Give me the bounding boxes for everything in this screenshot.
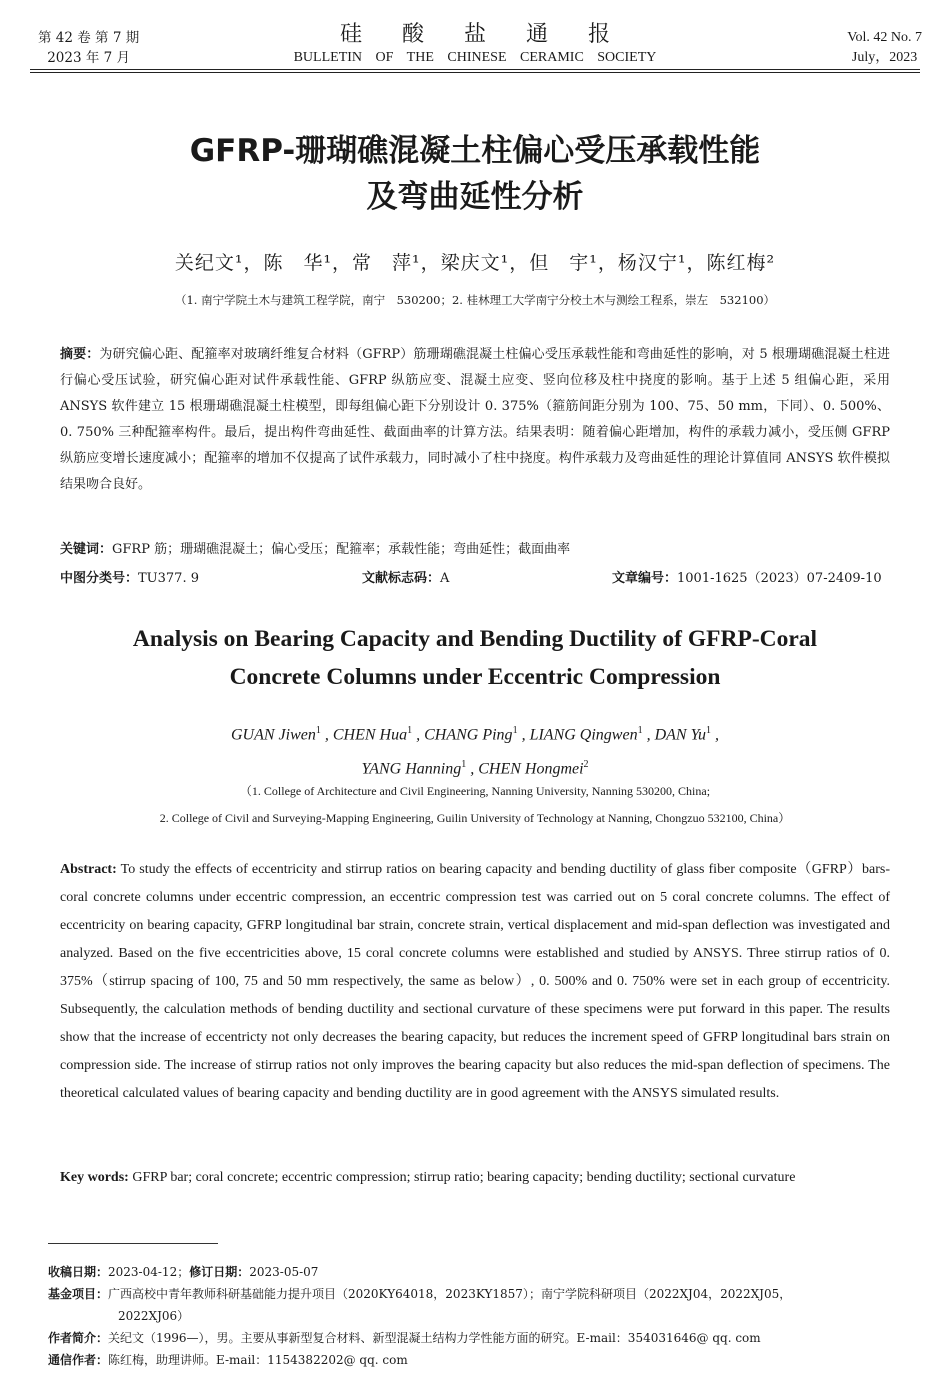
keywords-en-text: GFRP bar; coral concrete; eccentric compression; stirrup ratio; bearing capacity; bending ductility; sectional curvature	[132, 1170, 796, 1185]
author-bio-label: 作者简介：	[48, 1331, 109, 1345]
footnotes	[48, 1261, 933, 1371]
affiliation-cn: （1. 南宁学院土木与建筑工程学院，南宁 530200；2. 桂林理工大学南宁分校土木与测绘工程系，崇左 532100）	[174, 293, 776, 307]
classification-row	[60, 569, 890, 589]
author-4-sup: 1	[637, 725, 643, 736]
title-en-line-1: Analysis on Bearing Capacity and Bending Ductility of GFRP-Coral	[132, 626, 818, 652]
footnote-author	[48, 1327, 933, 1349]
clc-number	[60, 569, 199, 589]
keywords-en-label: Key words:	[60, 1170, 129, 1185]
keywords-cn-text: GFRP 筋；珊瑚礁混凝土；偏心受压；配箍率；承载性能；弯曲延性；截面曲率	[112, 542, 571, 557]
author-4: LIANG Qingwen	[529, 726, 638, 744]
author-2: CHEN Hua	[332, 726, 408, 744]
abstract-cn-label: 摘要：	[60, 347, 100, 362]
clc-label: 中图分类号：	[60, 571, 139, 586]
volume-issue-cn: 第 42 卷 第 7 期	[38, 30, 140, 46]
keywords-cn	[60, 540, 890, 560]
corresponding-value: 陈红梅，助理讲师。E-mail：1154382202@ qq. com	[108, 1353, 408, 1367]
abstract-en-label: Abstract:	[60, 862, 117, 877]
author-7: CHEN Hongmei	[478, 760, 584, 778]
author-2-sup: 1	[407, 725, 413, 736]
received-value: 2023-04-12；	[108, 1265, 190, 1279]
fund-value: 广西高校中青年教师科研基础能力提升项目（2020KY64018，2023KY1857）；南宁学院科研项目（2022XJ04，2022XJ05，	[108, 1287, 792, 1301]
abstract-en	[60, 856, 890, 1108]
authors-en-line-2: YANG Hanning$^1$ , CHEN Hongmei$^2$	[361, 759, 589, 778]
author-1-sup: 1	[315, 725, 321, 736]
author-3-sup: 1	[512, 725, 518, 736]
volume-issue-en: Vol. 42 No. 7	[847, 30, 922, 45]
document-code	[362, 569, 449, 589]
doc-code-label: 文献标志码：	[362, 571, 441, 586]
keywords-cn-label: 关键词：	[60, 542, 113, 557]
header-journal-name	[260, 22, 690, 68]
footnote-fund	[48, 1283, 933, 1305]
article-number-label: 文章编号：	[612, 571, 678, 586]
author-1: GUAN Jiwen	[231, 726, 316, 744]
affiliation-en	[40, 778, 910, 832]
article-number-value: 1001-1625（2023）07-2409-10	[677, 571, 882, 586]
affiliation-en-line-1: （1. College of Architecture and Civil Engineering, Nanning University, Nanning 530200, China;	[239, 784, 711, 798]
author-5: DAN Yu	[654, 726, 706, 744]
title-cn-line-2: 及弯曲延性分析	[366, 179, 584, 215]
received-label: 收稿日期：	[48, 1265, 109, 1279]
corresponding-label: 通信作者：	[48, 1353, 109, 1367]
paper-title-en	[60, 620, 890, 696]
title-en-line-2: Concrete Columns under Eccentric Compression	[229, 664, 721, 690]
header-volume-cn	[38, 28, 139, 68]
footnote-corresponding	[48, 1349, 933, 1371]
footnote-rule	[48, 1243, 218, 1244]
paper-title-cn	[60, 128, 890, 220]
header-rule	[30, 69, 920, 73]
journal-header	[0, 22, 950, 78]
keywords-en	[60, 1164, 890, 1192]
abstract-cn-text: 为研究偏心距、配箍率对玻璃纤维复合材料（GFRP）筋珊瑚礁混凝土柱偏心受压承载性能和弯曲延性的影响，对 5 根珊瑚礁混凝土柱进行偏心受压试验，研究偏心距对试件承载性能、GFRP 纵筋应变、混凝土应变、竖向位移及柱中挠度的影响。基于上述 5 组偏心距，采用 ANSYS 软件建立 15 根珊瑚礁混凝土柱模型，即每组偏心距下分别设计 0. 375%（箍筋间距分别为 100、75、50 mm，下同）、0. 500%、0. 750% 三种配箍率构件。最后，提出构件弯曲延性、截面曲率的计算方法。结果表明：随着偏心距增加，构件的承载力减小，受压侧 GFRP 纵筋应变增长速度减小；配箍率的增加不仅提高了试件承载力，同时减小了柱中挠度。构件承载力及弯曲延性的理论计算值同 ANSYS 软件模拟结果吻合良好。	[60, 347, 890, 492]
author-6: YANG Hanning	[361, 760, 462, 778]
journal-name-en: BULLETIN OF THE CHINESE CERAMIC SOCIETY	[293, 50, 657, 65]
authors-cn: 关纪文¹，陈 华¹，常 萍¹，梁庆文¹，但 宇¹，杨汉宁¹，陈红梅²	[174, 252, 776, 274]
fund-label: 基金项目：	[48, 1287, 109, 1301]
date-en: July，2023	[851, 50, 918, 65]
article-number	[612, 569, 882, 589]
author-7-sup: 2	[583, 759, 589, 771]
author-6-sup: 1	[461, 759, 467, 771]
fund-value-cont: 2022XJ06）	[118, 1309, 190, 1323]
authors-en	[60, 716, 890, 785]
revised-label: 修订日期：	[189, 1265, 250, 1279]
date-cn: 2023 年 7 月	[47, 50, 131, 66]
abstract-en-text: To study the effects of eccentricity and stirrup ratios on bearing capacity and bending ductility of glass fiber composite（GFRP）bars-coral concrete columns under eccentric compression, an eccentric compression test was carried out on 5 coral concrete columns. The effect of eccentricity on bearing capacity, GFRP longitudinal bar strain, concrete strain, vertical displacement and mid-span deflection was investigated and analyzed. Based on the five eccentricities above, 15 coral concrete columns were established and studied by ANSYS. Three stirrup ratios of 0. 375%（stirrup spacing of 100, 75 and 50 mm respectively, the same as below）, 0. 500% and 0. 750% were set in each group of eccentricity. Subsequently, the calculation methods of bending ductility and sectional curvature of these specimens were put forward in this paper. The results show that the increase of eccentricty not only decreases the bearing capacity, but reduces the increment speed of GFRP longitudinal bars strain on compression side. The increase of stirrup ratios not only improves the bearing capacity but also reduces the mid-span deflection of specimens. The theoretical calculated values of bearing capacity and bending ductility are in good agreement with the ANSYS simulated results.	[60, 862, 891, 1101]
author-3: CHANG Ping	[424, 726, 513, 744]
clc-value: TU377. 9	[138, 571, 199, 586]
title-cn-line-1: GFRP-珊瑚礁混凝土柱偏心受压承载性能	[189, 133, 761, 169]
header-volume-en	[847, 28, 922, 68]
abstract-cn	[60, 342, 890, 498]
revised-value: 2023-05-07	[249, 1265, 319, 1279]
author-bio-value: 关纪文（1996—），男。主要从事新型复合材料、新型混凝土结构力学性能方面的研究。E-mail：354031646@ qq. com	[108, 1331, 761, 1345]
author-5-sup: 1	[706, 725, 711, 736]
footnote-dates	[48, 1261, 933, 1283]
authors-en-line-1: GUAN Jiwen$^1$ , CHEN Hua$^1$ , CHANG Ping$^1$ , LIANG Qingwen$^1$ , DAN Yu$^1$ ,	[231, 725, 719, 744]
journal-name-cn: 硅酸盐通报	[339, 22, 650, 47]
doc-code-value: A	[440, 571, 450, 586]
affiliation-en-line-2: 2. College of Civil and Surveying-Mapping Engineering, Guilin University of Technology at Nanning, Chongzuo 532100, China）	[159, 811, 791, 825]
